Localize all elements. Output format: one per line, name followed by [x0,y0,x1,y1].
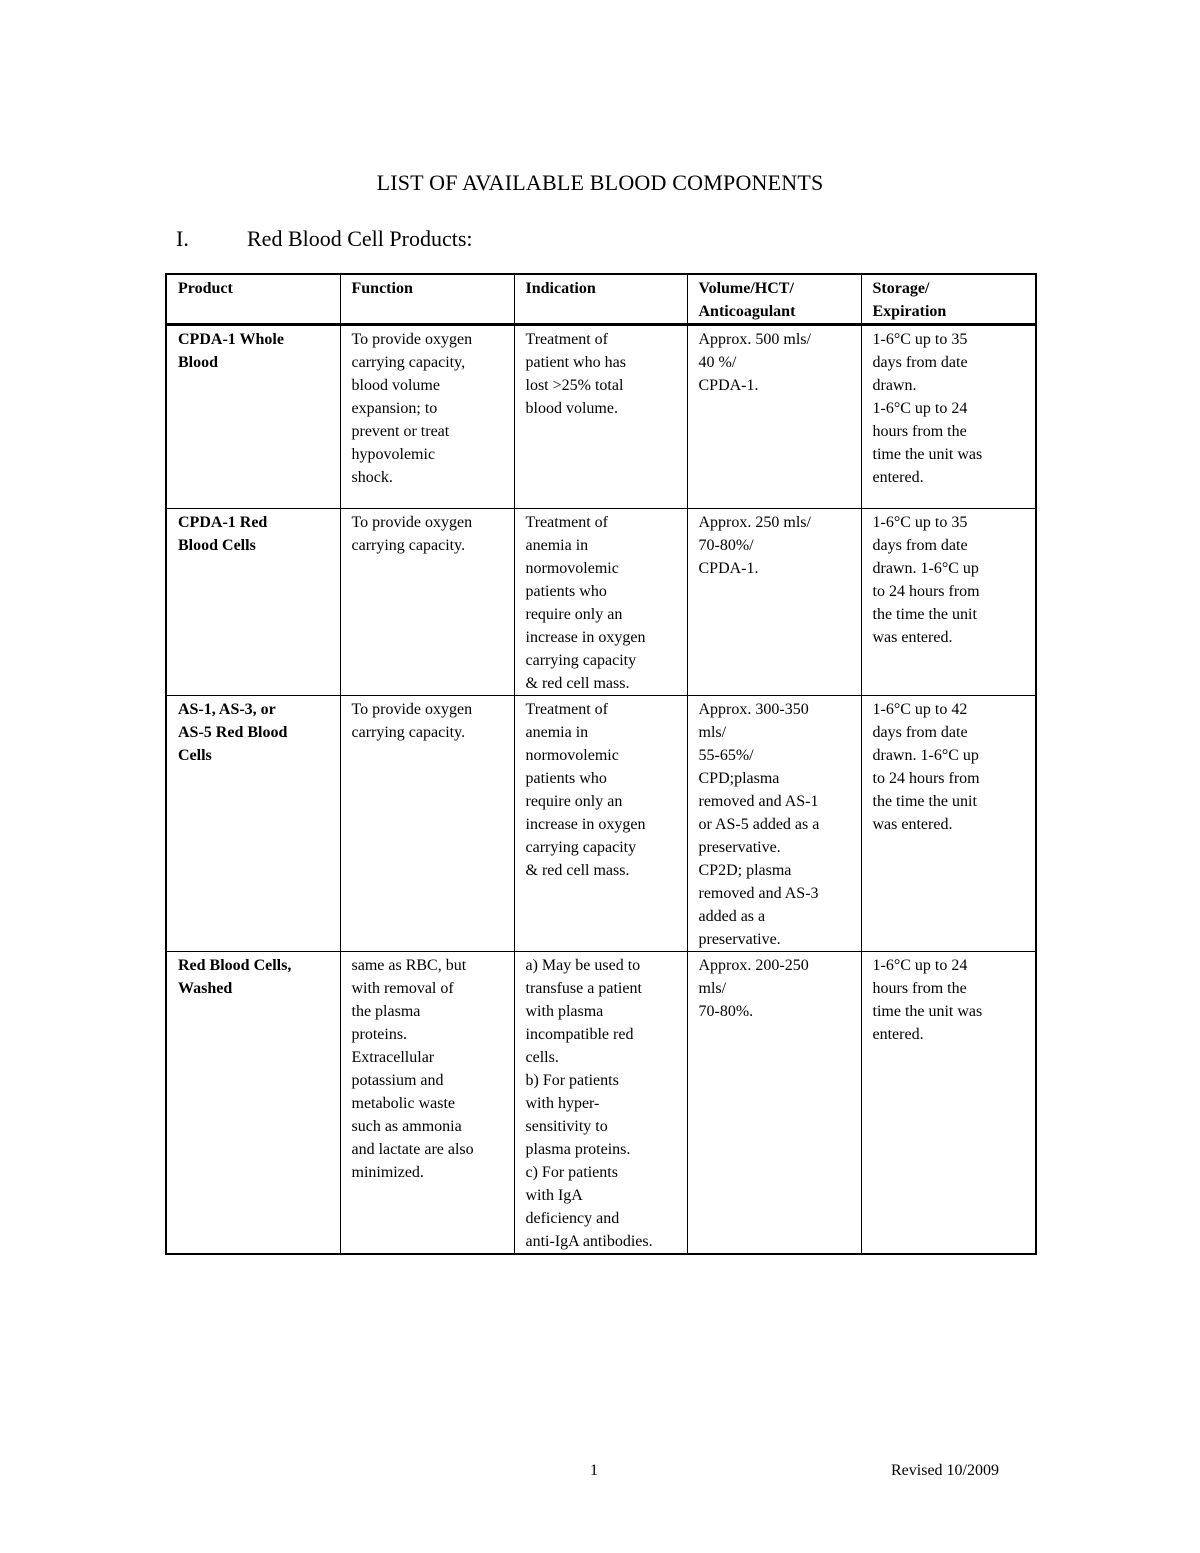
revision-date: Revised 10/2009 [891,1462,999,1479]
table-header-row [166,274,1036,325]
table-row [166,952,1036,1255]
page-title: LIST OF AVAILABLE BLOOD COMPONENTS [376,170,824,195]
section-heading [176,226,473,252]
header-indication: Indication [514,274,687,325]
cell-indication: Treatment of patient who has lost >25% total blood volume. [514,325,687,509]
header-storage: Storage/ Expiration [861,274,1036,325]
header-volume: Volume/HCT/ Anticoagulant [687,274,861,325]
cell-storage: 1-6°C up to 35 days from date drawn. 1-6°C up to 24 hours from the time the unit was entered. [861,325,1036,509]
cell-function: same as RBC, but with removal of the plasma proteins. Extracellular potassium and metabolic waste such as ammonia and lactate are also minimized. [340,952,514,1255]
cell-volume: Approx. 200-250 mls/ 70-80%. [687,952,861,1255]
cell-volume: Approx. 250 mls/ 70-80%/ CPDA-1. [687,509,861,696]
cell-storage: 1-6°C up to 35 days from date drawn. 1-6°C up to 24 hours from the time the unit was entered. [861,509,1036,696]
cell-product: CPDA-1 Whole Blood [166,325,340,509]
table-row [166,696,1036,952]
cell-volume: Approx. 300-350 mls/ 55-65%/ CPD;plasma removed and AS-1 or AS-5 added as a preservative. CP2D; plasma removed and AS-3 added as a preservative. [687,696,861,952]
blood-components-table [165,273,1037,1255]
cell-storage: 1-6°C up to 24 hours from the time the unit was entered. [861,952,1036,1255]
cell-product: Red Blood Cells, Washed [166,952,340,1255]
cell-indication: a) May be used to transfuse a patient with plasma incompatible red cells. b) For patients with hyper- sensitivity to plasma proteins. c) For patients with IgA deficiency and anti-IgA antibodies. [514,952,687,1255]
section-number: I. [176,226,189,251]
cell-storage: 1-6°C up to 42 days from date drawn. 1-6°C up to 24 hours from the time the unit was entered. [861,696,1036,952]
cell-function: To provide oxygen carrying capacity. [340,509,514,696]
table-row [166,325,1036,509]
cell-product: CPDA-1 Red Blood Cells [166,509,340,696]
cell-product: AS-1, AS-3, or AS-5 Red Blood Cells [166,696,340,952]
section-title: Red Blood Cell Products: [247,226,473,251]
cell-indication: Treatment of anemia in normovolemic patients who require only an increase in oxygen carrying capacity & red cell mass. [514,509,687,696]
header-function: Function [340,274,514,325]
cell-function: To provide oxygen carrying capacity, blood volume expansion; to prevent or treat hypovolemic shock. [340,325,514,509]
table-row [166,509,1036,696]
cell-volume: Approx. 500 mls/ 40 %/ CPDA-1. [687,325,861,509]
cell-function: To provide oxygen carrying capacity. [340,696,514,952]
cell-indication: Treatment of anemia in normovolemic patients who require only an increase in oxygen carrying capacity & red cell mass. [514,696,687,952]
header-product: Product [166,274,340,325]
page-number: 1 [590,1462,598,1479]
